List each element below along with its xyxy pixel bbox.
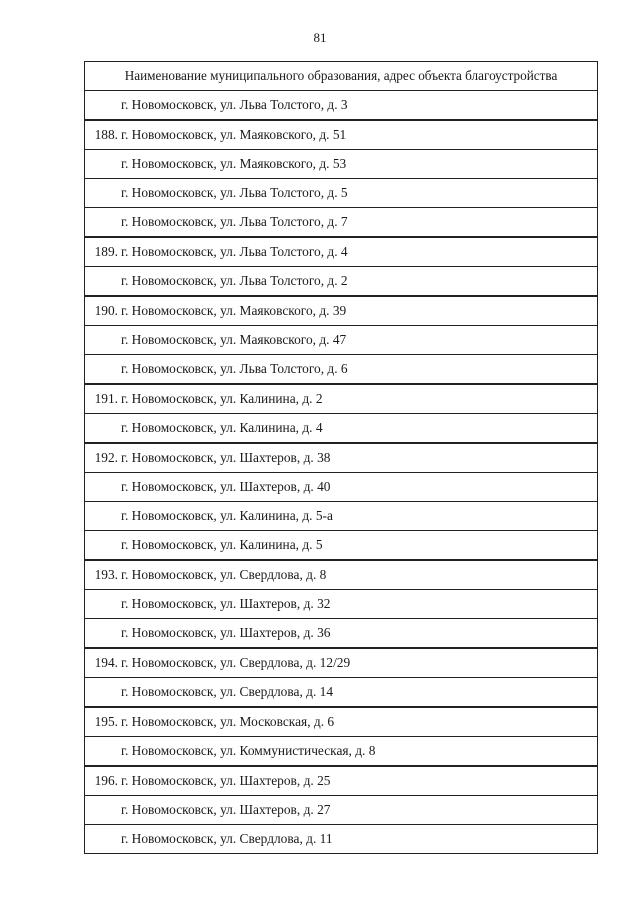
address-text: г. Новомосковск, ул. Свердлова, д. 11 [121, 831, 333, 846]
table-row [85, 590, 598, 619]
address-text: г. Новомосковск, ул. Калинина, д. 4 [121, 420, 323, 435]
table-row [85, 737, 598, 767]
address-cell [85, 502, 598, 531]
item-number: 190. [94, 303, 118, 318]
address-text: г. Новомосковск, ул. Шахтеров, д. 36 [121, 625, 331, 640]
table-row [85, 414, 598, 444]
item-number: 192. [94, 450, 118, 465]
address-cell [85, 150, 598, 179]
address-cell [85, 414, 598, 444]
address-cell [85, 560, 598, 590]
address-text: г. Новомосковск, ул. Московская, д. 6 [121, 714, 335, 729]
address-text: г. Новомосковск, ул. Льва Толстого, д. 3 [121, 97, 348, 112]
item-number: 195. [94, 714, 118, 729]
address-text: г. Новомосковск, ул. Шахтеров, д. 25 [121, 773, 331, 788]
address-cell [85, 707, 598, 737]
table-row [85, 473, 598, 502]
address-cell [85, 678, 598, 708]
address-cell [85, 590, 598, 619]
address-text: г. Новомосковск, ул. Льва Толстого, д. 6 [121, 361, 348, 376]
address-text: г. Новомосковск, ул. Маяковского, д. 47 [121, 332, 347, 347]
address-text: г. Новомосковск, ул. Свердлова, д. 14 [121, 684, 334, 699]
table-row [85, 296, 598, 326]
address-text: г. Новомосковск, ул. Льва Толстого, д. 4 [121, 244, 348, 259]
address-text: г. Новомосковск, ул. Маяковского, д. 51 [121, 127, 347, 142]
address-cell [85, 91, 598, 121]
item-number: 193. [94, 567, 118, 582]
table-row [85, 91, 598, 121]
table-row [85, 120, 598, 150]
table-row [85, 384, 598, 414]
table-row [85, 619, 598, 649]
table-row [85, 531, 598, 561]
table-row [85, 267, 598, 297]
table-row [85, 825, 598, 854]
address-text: г. Новомосковск, ул. Шахтеров, д. 32 [121, 596, 331, 611]
table-body [85, 62, 598, 854]
address-text: г. Новомосковск, ул. Свердлова, д. 8 [121, 567, 327, 582]
item-number: 188. [94, 127, 118, 142]
address-text: г. Новомосковск, ул. Маяковского, д. 39 [121, 303, 347, 318]
table-row [85, 707, 598, 737]
address-table [84, 61, 598, 854]
address-text: г. Новомосковск, ул. Шахтеров, д. 38 [121, 450, 331, 465]
table-row [85, 560, 598, 590]
address-cell [85, 384, 598, 414]
table-row [85, 766, 598, 796]
address-text: г. Новомосковск, ул. Свердлова, д. 12/29 [121, 655, 351, 670]
address-cell [85, 619, 598, 649]
address-text: г. Новомосковск, ул. Калинина, д. 5 [121, 537, 323, 552]
address-cell [85, 531, 598, 561]
address-text: г. Новомосковск, ул. Калинина, д. 2 [121, 391, 323, 406]
address-cell [85, 766, 598, 796]
address-cell [85, 443, 598, 473]
table-row [85, 502, 598, 531]
table-row [85, 678, 598, 708]
address-cell [85, 120, 598, 150]
address-text: г. Новомосковск, ул. Льва Толстого, д. 7 [121, 214, 348, 229]
table-header-cell: Наименование муниципального образования, адрес объекта благоустройства [85, 62, 598, 91]
item-number: 191. [94, 391, 118, 406]
table-row [85, 326, 598, 355]
table-row [85, 648, 598, 678]
table-row [85, 355, 598, 385]
address-cell [85, 326, 598, 355]
address-text: г. Новомосковск, ул. Коммунистическая, д. 8 [121, 743, 376, 758]
address-text: г. Новомосковск, ул. Льва Толстого, д. 2 [121, 273, 348, 288]
table-row [85, 237, 598, 267]
address-text: г. Новомосковск, ул. Шахтеров, д. 27 [121, 802, 331, 817]
table-row [85, 443, 598, 473]
table-row [85, 208, 598, 238]
address-cell [85, 296, 598, 326]
address-cell [85, 237, 598, 267]
address-cell [85, 825, 598, 854]
address-text: г. Новомосковск, ул. Маяковского, д. 53 [121, 156, 347, 171]
address-cell [85, 208, 598, 238]
address-cell [85, 737, 598, 767]
address-text: г. Новомосковск, ул. Шахтеров, д. 40 [121, 479, 331, 494]
address-text: г. Новомосковск, ул. Калинина, д. 5-а [121, 508, 333, 523]
address-cell [85, 473, 598, 502]
item-number: 196. [94, 773, 118, 788]
address-cell [85, 267, 598, 297]
table-row [85, 150, 598, 179]
item-number: 194. [94, 655, 118, 670]
address-text: г. Новомосковск, ул. Льва Толстого, д. 5 [121, 185, 348, 200]
table-row [85, 179, 598, 208]
page-number: 81 [313, 30, 327, 45]
address-cell [85, 179, 598, 208]
address-cell [85, 648, 598, 678]
address-cell [85, 796, 598, 825]
address-cell [85, 355, 598, 385]
item-number: 189. [94, 244, 118, 259]
table-header-row [85, 62, 598, 91]
table-row [85, 796, 598, 825]
